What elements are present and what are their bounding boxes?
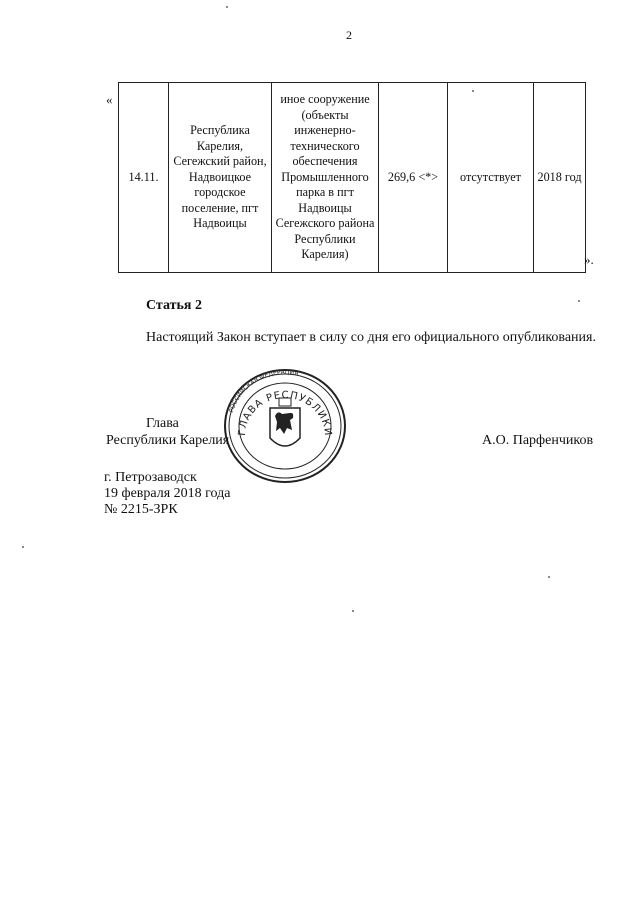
location-cell: Республика Карелия, Сегежский район, Надвоицкое городское поселение, пгт Надвоицы (169, 83, 272, 273)
property-table (118, 82, 586, 273)
description-cell: иное сооружение (объекты инженерно-технического обеспечения Промышленного парка в пгт Надвоицы Сегежского района Республики Карелия) (272, 83, 379, 273)
signatory-title-line1: Глава (146, 416, 179, 431)
table-closing-quote: ». (584, 252, 594, 267)
scan-speck (472, 90, 474, 92)
signatory-title-line2: Республики Карелия (106, 433, 230, 448)
article-text: Настоящий Закон вступает в силу со дня его официального опубликования. (146, 330, 596, 345)
table-opening-quote: « (106, 92, 113, 107)
signing-date: 19 февраля 2018 года (104, 486, 231, 501)
area-cell: 269,6 <*> (379, 83, 448, 273)
law-number: № 2215-ЗРК (104, 502, 178, 517)
seal-inner-text: ГЛАВА РЕСПУБЛИКИ (236, 389, 334, 437)
table-row (119, 83, 586, 273)
official-seal (220, 368, 350, 484)
article-heading: Статья 2 (146, 298, 202, 313)
signatory-name: А.О. Парфенчиков (482, 433, 594, 448)
row-number-cell: 14.11. (119, 83, 169, 273)
year-cell: 2018 год (534, 83, 586, 273)
signing-details (104, 470, 231, 518)
scan-speck (352, 610, 354, 612)
page-number: 2 (346, 28, 352, 42)
scan-speck (548, 576, 550, 578)
presence-cell: отсутствует (448, 83, 534, 273)
seal-graphic (220, 368, 350, 484)
scan-speck (22, 546, 24, 548)
scan-speck (578, 300, 580, 302)
scan-speck (226, 6, 228, 8)
signing-city: г. Петрозаводск (104, 470, 197, 485)
seal-outer-text: РОССИЙСКАЯ ФЕДЕРАЦИЯ (227, 368, 300, 414)
